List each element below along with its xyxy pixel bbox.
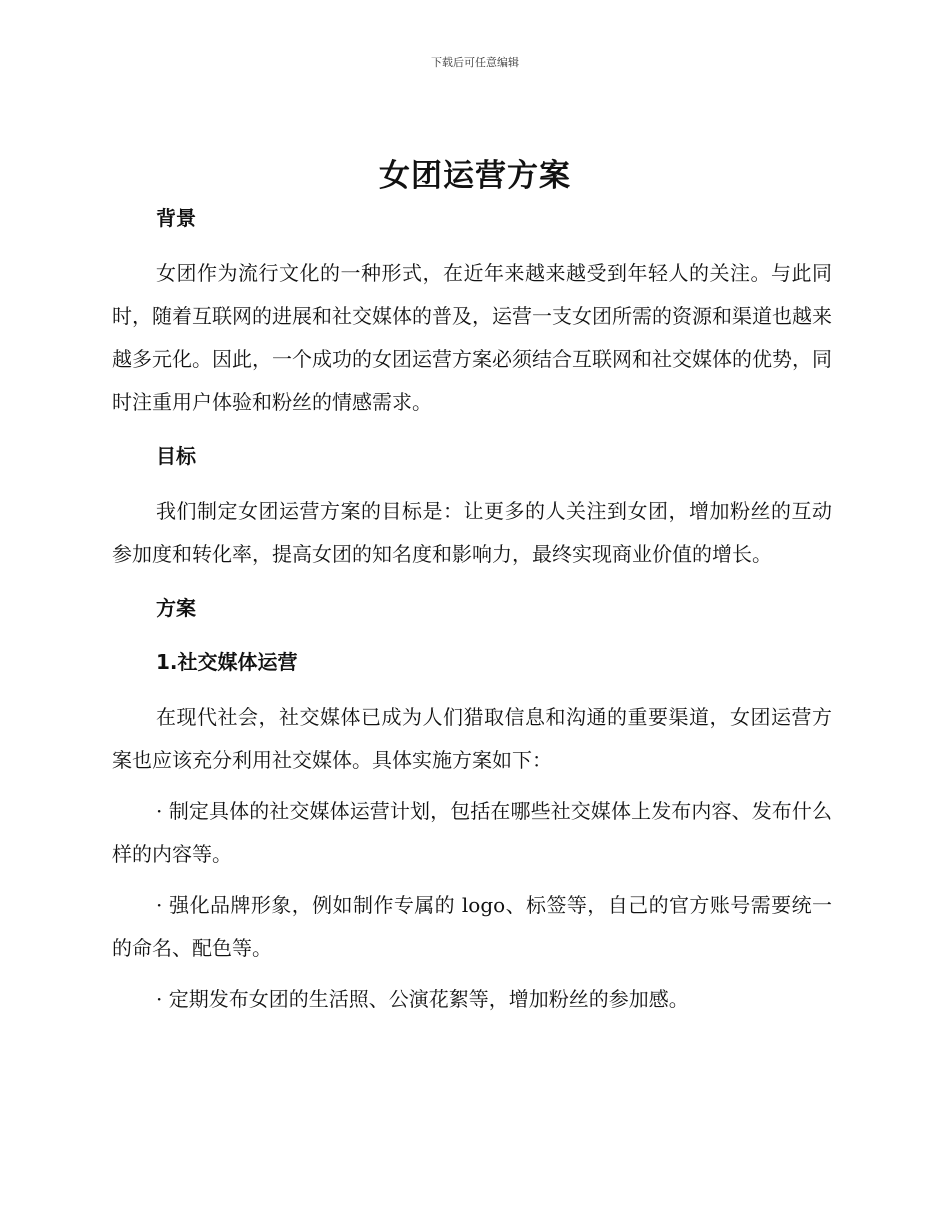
paragraph-social-media-intro: 在现代社会，社交媒体已成为人们猎取信息和沟通的重要渠道，女团运营方案也应该充分利用社交媒体。具体实施方案如下： <box>112 705 832 772</box>
paragraph-background: 女团作为流行文化的一种形式，在近年来越来越受到年轻人的关注。与此同时，随着互联网的进展和社交媒体的普及，运营一支女团所需的资源和渠道也越来越多元化。因此，一个成功的女团运营方案必须结合互联网和社交媒体的优势，同时注重用户体验和粉丝的情感需求。 <box>112 261 832 414</box>
bullet-item: · 强化品牌形象，例如制作专属的 logo、标签等，自己的官方账号需要统一的命名、配色等。 <box>112 893 832 960</box>
heading-social-media: 1.社交媒体运营 <box>156 650 298 674</box>
heading-goal: 目标 <box>156 444 196 468</box>
bullet-item: · 制定具体的社交媒体运营计划，包括在哪些社交媒体上发布内容、发布什么样的内容等。 <box>112 799 832 866</box>
paragraph-goal: 我们制定女团运营方案的目标是：让更多的人关注到女团，增加粉丝的互动参加度和转化率，提高女团的知名度和影响力，最终实现商业价值的增长。 <box>112 499 832 566</box>
heading-plan: 方案 <box>156 596 196 620</box>
bullet-item: · 定期发布女团的生活照、公演花絮等，增加粉丝的参加感。 <box>156 987 689 1011</box>
document-body <box>112 198 832 1029</box>
document-title: 女团运营方案 <box>379 158 571 194</box>
heading-background: 背景 <box>156 206 196 230</box>
page-header-note: 下载后可任意编辑 <box>431 56 519 69</box>
